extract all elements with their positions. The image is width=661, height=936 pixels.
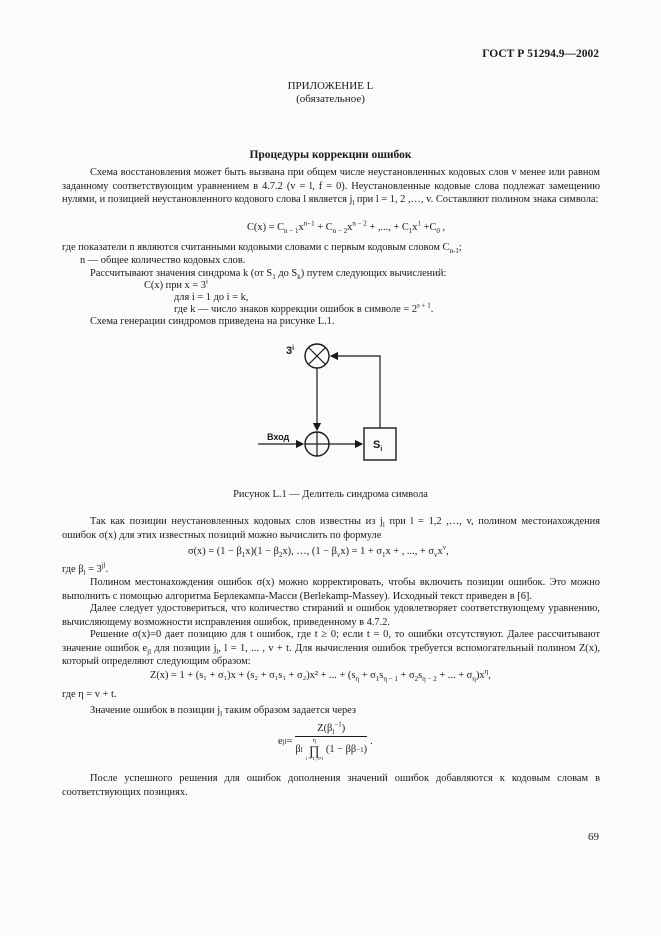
paragraph-positions: Так как позиции неустановленных кодовых слов известны из $j_l$ при l = 1,2 ,…, v, полином местонахождения ошибок σ(x) для этих известных позиций можно вычислить по формуле	[62, 516, 600, 541]
for-loop: для i = 1 до i = k,	[174, 292, 249, 303]
page-number: 69	[588, 831, 599, 843]
syndrome-calc: Рассчитывают значения синдрома k (от $S_1$ до $S_k$) путем следующих вычислений:	[90, 268, 447, 282]
appendix-status: (обязательное)	[296, 93, 365, 105]
scheme-reference: Схема генерации синдромов приведена на рисунке L.1.	[90, 316, 335, 327]
paragraph-intro: Схема восстановления может быть вызвана при общем числе неустановленных кодовых слов v менее или равном заданному соответствующим уравнением в 4.7.2 (v = l, f = 0). Неустановленные кодовые слова подлежат замещению нулями, и позицией неустановленного кодового слова l является $j_l$ при l = 1, 2 ,…, v. Составляют полином знака символа:	[62, 167, 600, 208]
where-n: n — общее количество кодовых слов.	[80, 255, 246, 266]
equation-sigma: $\sigma(x) = (1 - \beta_1x)(1 - \beta_2x)$, …, $(1 - \beta_vx) = 1 + \sigma_1x$ + , ..., + $\sigma_vx^v$,	[188, 543, 449, 560]
feedback-arrow	[331, 356, 380, 428]
adder-node	[305, 432, 329, 456]
eta-definition: где η = v + t.	[62, 689, 117, 700]
cx-at-3i: C(x) при $x = 3^i$	[144, 277, 208, 291]
fraction-denominator: β l η ∏ i = 1, i≠l (1 − β β −1 )	[295, 737, 368, 762]
figure-syndrome-divider	[250, 334, 400, 472]
paragraph-final: После успешного решения для ошибок дополнения значений ошибок добавляются к кодовым словам в соответствующих позициях.	[62, 773, 600, 798]
where-exponents: где показатели n являются считанными кодовыми словами с первым кодовым словом $C_{n-1}$;	[62, 242, 462, 256]
where-k: где k — число знаков коррекции ошибок в символе = $2^{s + 1}$.	[174, 301, 434, 315]
appendix-title: ПРИЛОЖЕНИЕ L	[287, 80, 374, 92]
equation-zx: Z(x) = 1 + (s₁ + σ₁)x + (s₂ + σ₁s₁ + σ₂)x² + ... + ($s_\eta + \sigma_1s_{\eta - 1} + \sigma_2s_{\eta - 2}$ + ... + $\sigma_\eta)x^\eta$,	[150, 667, 491, 684]
paragraph-solution: Решение σ(x)=0 дает позицию для t ошибок, где t ≥ 0; если t = 0, то ошибки отсутствуют. Далее рассчитывают значение ошибок $e_{jl}$ для позиции $j_l$, l = 1, ... , v + t. Для вычисления ошибок требуется вспомогательный полином Z(x), который определяют следующим образом:	[62, 629, 600, 668]
standard-header: ГОСТ Р 51294.9—2002	[482, 48, 599, 60]
fraction-numerator: $Z(\beta_l^{-1})$	[295, 722, 367, 737]
paragraph-berlekamp: Полином местонахождения ошибок σ(x) можно корректировать, чтобы включить позиции ошибок. Это можно выполнить с помощью алгоритма Берлекампа-Масси (Berlekamp-Massey). Исходный текст приведен в [6].	[62, 577, 600, 602]
fraction	[295, 722, 367, 762]
label-3i: 3$^i$	[286, 345, 295, 357]
label-si: $S_i$	[373, 439, 383, 453]
paragraph-verify: Далее следует удостовериться, что количество стираний и ошибок удовлетворяет соответствующему уравнению, вычисляющему возможности исправления ошибок, приведенному в 4.7.2.	[62, 603, 600, 628]
section-title: Процедуры коррекции ошибок	[249, 149, 412, 161]
beta-definition: где $\beta_l = 3^{jl}$.	[62, 561, 109, 578]
error-value-intro: Значение ошибок в позиции $j_l$ таким образом задается через	[90, 705, 356, 719]
figure-caption: Рисунок L.1 — Делитель синдрома символа	[233, 489, 428, 500]
equation-error-value: e jl = $Z(\beta_l^{-1})$ β l η ∏ i = 1, i≠l (1 − β β −1 ) .	[278, 720, 373, 762]
multiplier-node	[305, 344, 329, 368]
equation-cx: $C(x) = C_{n - 1}x^{n-1} + C_{n - 2}x^{n - 2}$ + ,..., + $C_1x^1 +C_0$ ,	[247, 219, 446, 236]
product-operator: η ∏ i = 1, i≠l	[305, 737, 323, 762]
label-input: Вход	[267, 432, 290, 442]
